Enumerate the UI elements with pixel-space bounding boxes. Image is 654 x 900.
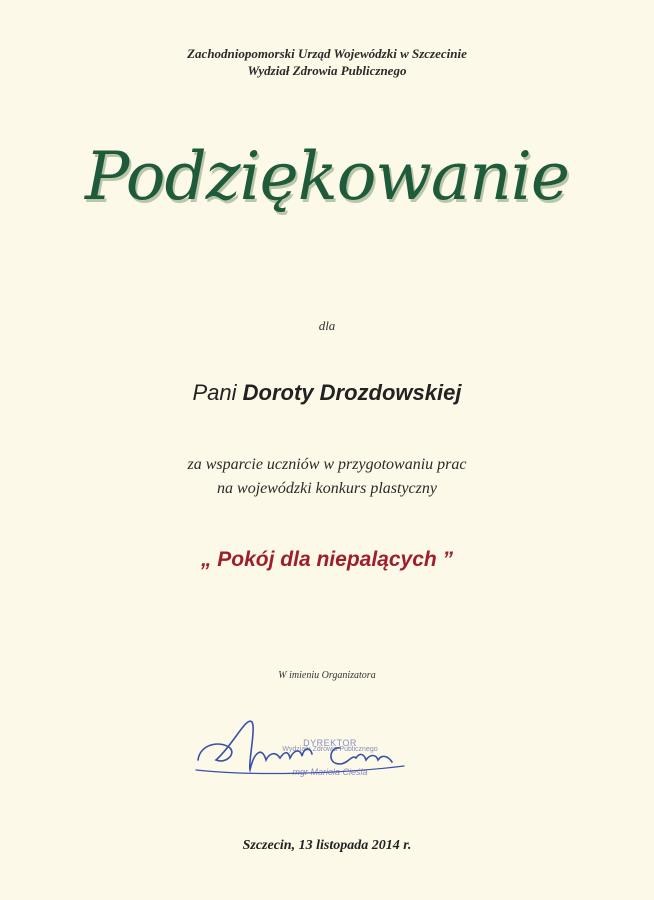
organizer-label: W imieniu Organizatora: [278, 670, 376, 681]
stamp-person: mgr Mariola Cieśla: [292, 767, 368, 777]
reason-line-2: na wojewódzki konkurs plastyczny: [217, 480, 437, 497]
issuer-department: Wydział Zdrowia Publicznego: [247, 63, 407, 78]
signature-image: [190, 708, 420, 788]
for-label: dla: [318, 318, 336, 333]
stamp-subtitle: Wydziału Zdrowia Publicznego: [282, 746, 378, 753]
certificate-heading: Podziękowanie: [85, 138, 569, 215]
reason-line-1: za wsparcie uczniów w przygotowaniu prac: [187, 456, 467, 473]
recipient-prefix: Pani: [192, 380, 237, 405]
place-and-date: Szczecin, 13 listopada 2014 r.: [242, 838, 412, 853]
issuer-office: Zachodniopomorski Urząd Wojewódzki w Szczecinie: [187, 46, 467, 61]
recipient-name: Doroty Drozdowskiej: [242, 380, 462, 405]
contest-title: „ Pokój dla niepalących ”: [200, 548, 454, 571]
stamp-title: DYREKTOR: [303, 738, 357, 748]
recipient: [0, 380, 654, 406]
